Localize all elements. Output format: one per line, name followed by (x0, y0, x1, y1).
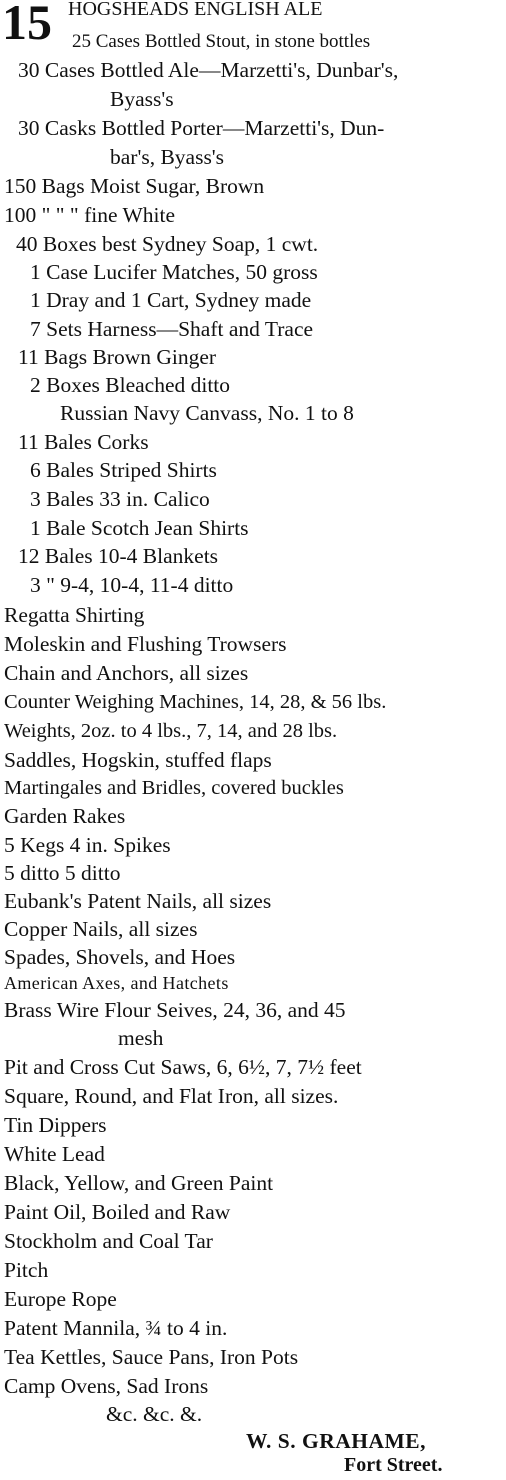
item-line: Martingales and Bridles, covered buckles (4, 777, 344, 799)
item-line: Spades, Shovels, and Hoes (4, 945, 236, 969)
item-line: bar's, Byass's (110, 145, 225, 169)
item-line: 40 Boxes best Sydney Soap, 1 cwt. (16, 232, 319, 256)
item-line: 30 Casks Bottled Porter—Marzetti's, Dun- (18, 116, 385, 140)
item-line: Regatta Shirting (4, 603, 145, 627)
item-line: Counter Weighing Machines, 14, 28, & 56 lbs. (4, 691, 387, 713)
item-line: &c. &c. &. (106, 1402, 203, 1426)
lot-number: 15 (2, 0, 52, 50)
item-line: Pit and Cross Cut Saws, 6, 6½, 7, 7½ feet (4, 1055, 362, 1079)
item-line: 100 " " " fine White (4, 203, 176, 227)
item-line: Garden Rakes (4, 804, 126, 828)
item-line: Stockholm and Coal Tar (4, 1229, 213, 1253)
item-line: 11 Bales Corks (18, 430, 149, 454)
item-line: Europe Rope (4, 1287, 117, 1311)
item-line: Russian Navy Canvass, No. 1 to 8 (60, 401, 354, 425)
item-line: mesh (118, 1026, 164, 1050)
item-line: 1 Dray and 1 Cart, Sydney made (30, 288, 312, 312)
headline: HOGSHEADS ENGLISH ALE (68, 0, 323, 20)
item-line: 5 ditto 5 ditto (4, 861, 121, 885)
item-line: Chain and Anchors, all sizes (4, 661, 249, 685)
item-line: 3 Bales 33 in. Calico (30, 487, 210, 511)
item-line: Saddles, Hogskin, stuffed flaps (4, 748, 272, 772)
item-line: Black, Yellow, and Green Paint (4, 1171, 274, 1195)
item-line: Paint Oil, Boiled and Raw (4, 1200, 231, 1224)
item-line: American Axes, and Hatchets (4, 973, 229, 993)
item-line: 7 Sets Harness—Shaft and Trace (30, 317, 314, 341)
item-line: Copper Nails, all sizes (4, 917, 198, 941)
item-line: Square, Round, and Flat Iron, all sizes. (4, 1084, 339, 1108)
item-line: Tea Kettles, Sauce Pans, Iron Pots (4, 1345, 299, 1369)
item-line: 6 Bales Striped Shirts (30, 458, 217, 482)
item-line: White Lead (4, 1142, 105, 1166)
item-line: Eubank's Patent Nails, all sizes (4, 889, 272, 913)
item-line: Moleskin and Flushing Trowsers (4, 632, 287, 656)
item-line: 1 Bale Scotch Jean Shirts (30, 516, 249, 540)
item-line: 25 Cases Bottled Stout, in stone bottles (72, 31, 371, 52)
item-line: 1 Case Lucifer Matches, 50 gross (30, 260, 318, 284)
item-line: 2 Boxes Bleached ditto (30, 373, 231, 397)
merchant-address: Fort Street. (344, 1454, 443, 1476)
item-line: Pitch (4, 1258, 49, 1282)
item-line: 12 Bales 10-4 Blankets (18, 544, 219, 568)
item-line: 11 Bags Brown Ginger (18, 345, 217, 369)
item-line: Patent Mannila, ¾ to 4 in. (4, 1316, 228, 1340)
merchant-signature: W. S. GRAHAME, (246, 1429, 427, 1453)
item-line: Camp Ovens, Sad Irons (4, 1374, 209, 1398)
item-line: 3 " 9-4, 10-4, 11-4 ditto (30, 573, 234, 597)
item-line: Byass's (110, 87, 174, 111)
item-line: Weights, 2oz. to 4 lbs., 7, 14, and 28 lbs. (4, 720, 338, 742)
item-line: 150 Bags Moist Sugar, Brown (4, 174, 265, 198)
item-line: 30 Cases Bottled Ale—Marzetti's, Dunbar's, (18, 58, 399, 82)
item-line: 5 Kegs 4 in. Spikes (4, 833, 171, 857)
item-line: Tin Dippers (4, 1113, 107, 1137)
item-line: Brass Wire Flour Seives, 24, 36, and 45 (4, 998, 346, 1022)
